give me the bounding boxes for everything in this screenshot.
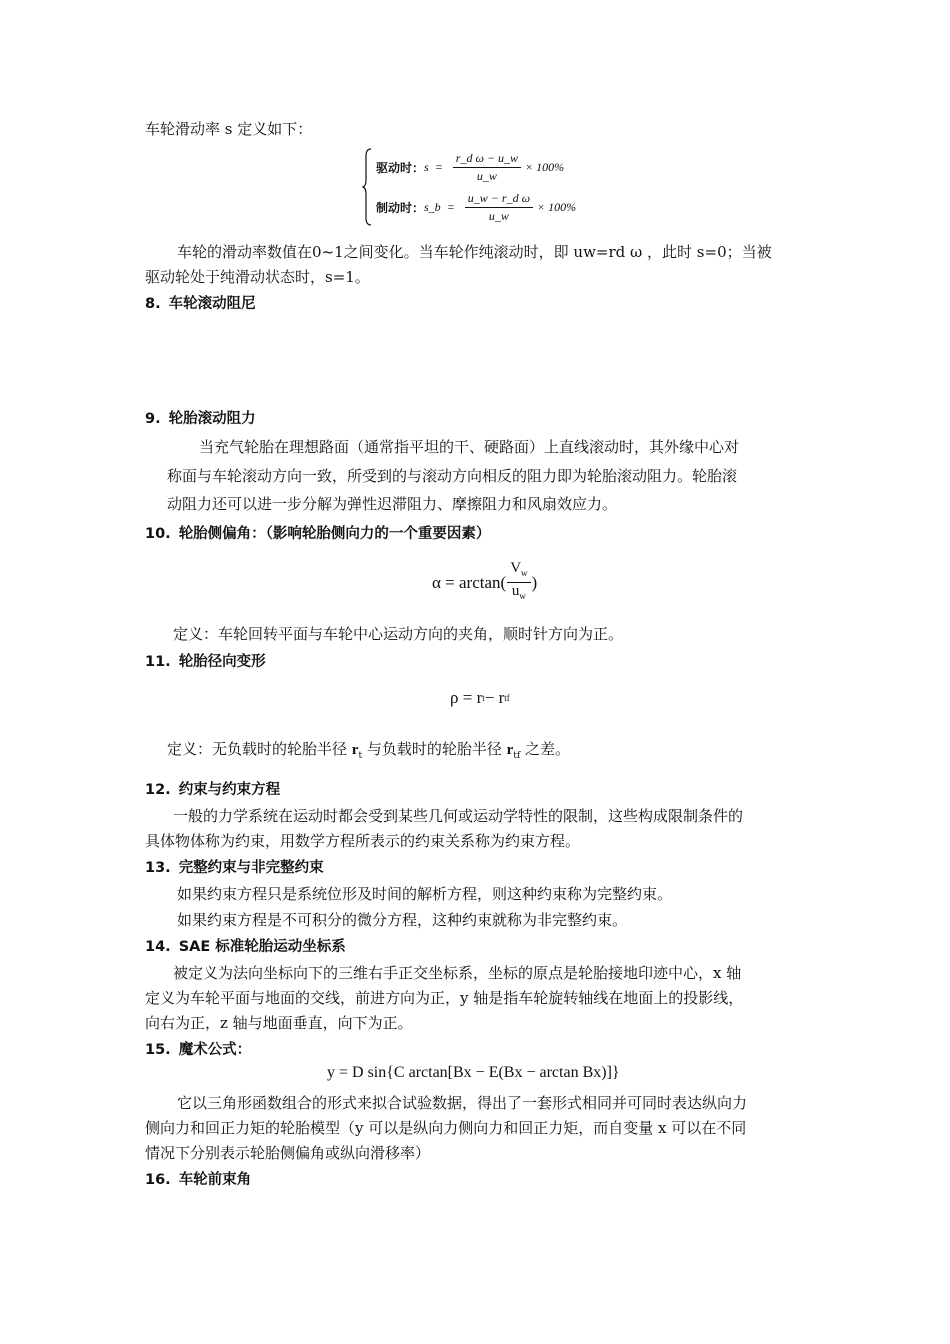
drive-lhs: s (424, 160, 429, 174)
section-heading-8: 8. 车轮滚动阻尼 (145, 296, 256, 312)
drive-fraction (453, 150, 521, 185)
brake-formula: 制动时： s_b = $\frac{\text{u\_w − r\_d ω}}{u\_w}$ × 100% (376, 191, 577, 223)
slip-formula-block (362, 148, 622, 228)
brake-numerator: u_w − r_d ω (465, 190, 533, 208)
section-heading-9: 9. 轮胎滚动阻力 (145, 411, 256, 427)
magic-formula-equation: y = D sin{C arctan[Bx − E(Bx − arctan Bx)]} (327, 1064, 620, 1081)
s10-definition: 定义：车轮回转平面与车轮中心运动方向的夹角，顺时针方向为正。 (173, 625, 624, 643)
drive-formula: 驱动时： s = $\frac{\text{r\_d ω − u\_w}}{u\_w}$ × 100% (376, 151, 565, 183)
s9-line2: 称面与车轮滚动方向一致，所受到的与滚动方向相反的阻力即为轮胎滚动阻力。轮胎滚 (167, 467, 738, 485)
drive-label: 驱动时： (376, 161, 425, 175)
drive-denominator: u_w (476, 169, 497, 183)
s12-line1: 一般的力学系统在运动时都会受到某些几何或运动学特性的限制，这些构成限制条件的 (173, 807, 744, 825)
section-heading-13: 13. 完整约束与非完整约束 (145, 860, 324, 876)
brake-fraction (465, 190, 533, 225)
section-heading-14: 14. SAE 标准轮胎运动坐标系 (145, 939, 346, 955)
brake-denominator: u_w (488, 209, 509, 223)
brake-lhs: s_b (424, 200, 441, 214)
drive-numerator: r_d ω − u_w (453, 150, 521, 168)
brace-icon (362, 148, 372, 226)
section-heading-15: 15. 魔术公式： (145, 1042, 252, 1058)
s15-line1: 它以三角形函数组合的形式来拟合试验数据，得出了一套形式相同并可同时表达纵向力 (177, 1094, 748, 1112)
brake-tail: × 100% (537, 200, 577, 214)
s13-line1: 如果约束方程只是系统位形及时间的解析方程，则这种约束称为完整约束。 (177, 885, 673, 903)
s13-line2: 如果约束方程是不可积分的微分方程，这种约束就称为非完整约束。 (177, 911, 628, 929)
section-heading-10: 10. 轮胎侧偏角：（影响轮胎侧向力的一个重要因素） (145, 526, 491, 542)
s15-line2: 侧向力和回正力矩的轮胎模型（y 可以是纵向力侧向力和回正力矩，而自变量 x 可以在不同 (145, 1119, 747, 1137)
s11-definition: 定义：无负载时的轮胎半径 $r_t$ 与负载时的轮胎半径 $r_{tf}$ 之差。 (167, 740, 571, 761)
section-heading-11: 11. 轮胎径向变形 (145, 654, 266, 670)
slip-note-line2: 驱动轮处于纯滑动状态时，s=1。 (145, 268, 370, 286)
slip-angle-equation (432, 560, 537, 605)
s9-line3: 动阻力还可以进一步分解为弹性迟滞阻力、摩擦阻力和风扇效应力。 (167, 495, 618, 513)
drive-tail: × 100% (525, 160, 565, 174)
section-heading-16: 16. 车轮前束角 (145, 1172, 252, 1188)
slip-intro: 车轮滑动率 s 定义如下： (145, 120, 313, 138)
s14-line2: 定义为车轮平面与地面的交线，前进方向为正，y 轴是指车轮旋转轴线在地面上的投影线， (145, 989, 744, 1007)
brake-label: 制动时： (376, 201, 425, 215)
s9-line1: 当充气轮胎在理想路面（通常指平坦的干、硬路面）上直线滚动时，其外缘中心对 (199, 438, 740, 456)
s14-line3: 向右为正，z 轴与地面垂直，向下为正。 (145, 1014, 413, 1032)
radial-deform-equation: ρ = r t − r tf (450, 688, 510, 707)
eq10-close: ) (531, 572, 538, 592)
eq10-fraction: $\frac{V_w}{u_w}$ (507, 560, 530, 605)
s12-line2: 具体物体称为约束，用数学方程所表示的约束关系称为约束方程。 (145, 832, 581, 850)
section-heading-12: 12. 约束与约束方程 (145, 782, 281, 798)
slip-note-line1: 车轮的滑动率数值在0~1之间变化。当车轮作纯滚动时，即 uw=rd ω ，此时 s=0；当被 (177, 243, 772, 261)
s15-line3: 情况下分别表示轮胎侧偏角或纵向滑移率） (145, 1144, 431, 1162)
s14-line1: 被定义为法向坐标向下的三维右手正交坐标系，坐标的原点是轮胎接地印迹中心，x 轴 (173, 964, 742, 982)
eq10-lhs: α = arctan( (432, 572, 507, 592)
